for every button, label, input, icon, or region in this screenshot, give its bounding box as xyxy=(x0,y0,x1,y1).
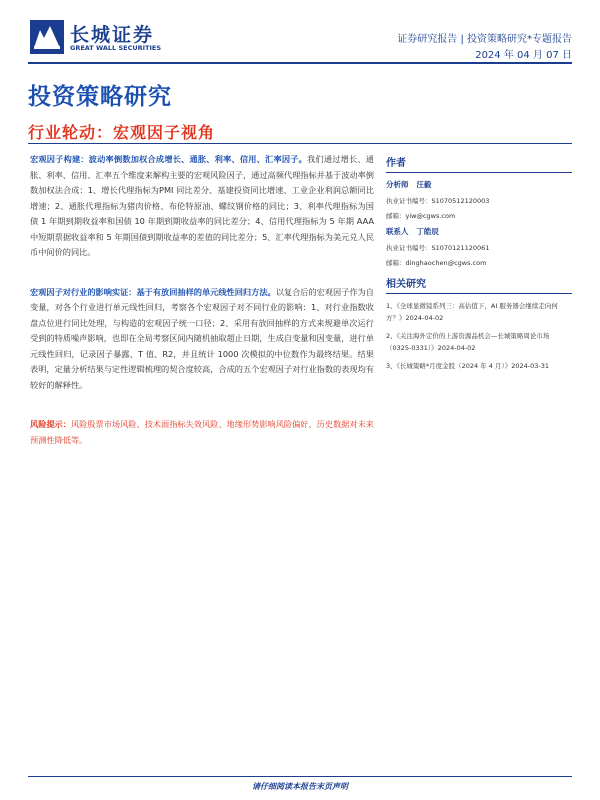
analyst-block xyxy=(386,179,572,220)
contact-cert: 执业证书编号：S1070121120061 xyxy=(386,244,490,252)
great-wall-logo-icon xyxy=(30,20,64,54)
brand-name-en: GREAT WALL SECURITIES xyxy=(70,44,162,52)
analyst-email[interactable]: 邮箱：yiw@cgws.com xyxy=(386,212,456,220)
analyst-cert: 执业证书编号：S1070512120003 xyxy=(386,197,490,205)
paragraph-keyword: 宏观因子对行业的影响实证：基于有放回抽样的单元线性回归方法。 xyxy=(30,286,276,297)
list-item[interactable]: 3、《长城策略*月度金股（2024 年 4 月）》2024-03-31 xyxy=(386,362,550,370)
brand-logo xyxy=(30,20,180,54)
related-research-list xyxy=(386,300,572,372)
list-item[interactable]: 2、《关注海外定价的上游资源品机会—长城策略周论市场（0325-0331）》2024-04-02 xyxy=(386,332,550,352)
authors-heading: 作者 xyxy=(386,152,572,173)
title-divider xyxy=(28,143,572,144)
report-date: 2024 年 04 月 07 日 xyxy=(475,50,572,61)
risk-text: 风险股票市场风险、技术面指标失效风险、地缘形势影响风险偏好、历史数据对未来预测性降低等。 xyxy=(30,419,374,445)
list-item[interactable]: 1、《全球显微镜系列三：高估值下，AI 服务器会继续走向何方？》2024-04-02 xyxy=(386,302,558,322)
paragraph-empirical xyxy=(30,285,374,394)
analyst-name-line xyxy=(386,179,572,190)
paragraph-text: 我们通过增长、通胀、利率、信用、汇率五个维度来解构主要的宏观风险因子，通过高频代理指标并基于波动率倒数加权法合成：1、增长代理指标为PMI 同比差分、基建投资同比增速、工业企业利润总额同比增速；2、通胀代理指标为猪肉价格、布伦特原油、螺纹钢价格的同比；3、利率代理指标为国债 1 年期到期收益率和国债 10 年期到期收益率的同比差分；4、信用代理指标为 5 年期 AAA 中短期票据收益率和 5 年期国债到期收益率的差值的同比差分；5、汇率代理指标为美元兑人民币中间价的同比。 xyxy=(30,154,374,257)
header-divider xyxy=(28,62,572,64)
contact-label: 联系人 xyxy=(386,227,409,236)
contact-name: 丁皓辰 xyxy=(416,227,439,236)
paragraph-text: 以复合后的宏观因子作为自变量，对各个行业进行单元线性回归，考察各个宏观因子对不同行业的影响：1、对行业指数收盘点位进行同比处理，与构造的宏观因子统一口径；2、采用有放回抽样的方式来规避单次运行受到的特质噪声影响，也即在全局考察区间内随机抽取超止日期，生成自变量和因变量，进行单元线性回归，记录因子暴露、T 值、R2，并且统计 1000 次模拟的中位数作为最终结果。结果表明，定量分析结果与定性逻辑梳理的契合度较高，合成的五个宏观因子对行业指数的表现均有较好的解释性。 xyxy=(30,286,374,390)
analyst-label: 分析师 xyxy=(386,180,409,189)
contact-name-line xyxy=(386,226,572,237)
document-type: 投资策略研究 xyxy=(28,84,172,110)
footer-divider xyxy=(28,776,572,777)
paragraph-macro-factors xyxy=(30,152,374,261)
report-category: 证券研究报告 | 投资策略研究*专题报告 xyxy=(397,34,572,45)
main-content xyxy=(30,152,374,472)
paragraph-risk xyxy=(30,417,374,448)
risk-keyword: 风险提示： xyxy=(30,419,71,429)
contact-block xyxy=(386,226,572,267)
paragraph-keyword: 宏观因子构建：波动率倒数加权合成增长、通胀、利率、信用、汇率因子。 xyxy=(30,154,308,164)
related-research-heading: 相关研究 xyxy=(386,273,572,294)
sidebar xyxy=(386,152,572,378)
document-title: 行业轮动：宏观因子视角 xyxy=(28,123,216,142)
footer-disclaimer: 请仔细阅读本报告末页声明 xyxy=(252,782,348,791)
contact-email[interactable]: 邮箱：dinghaochen@cgws.com xyxy=(386,259,487,267)
brand-name-cn: 长城证券 xyxy=(70,24,155,46)
analyst-name: 汪毅 xyxy=(416,180,432,189)
